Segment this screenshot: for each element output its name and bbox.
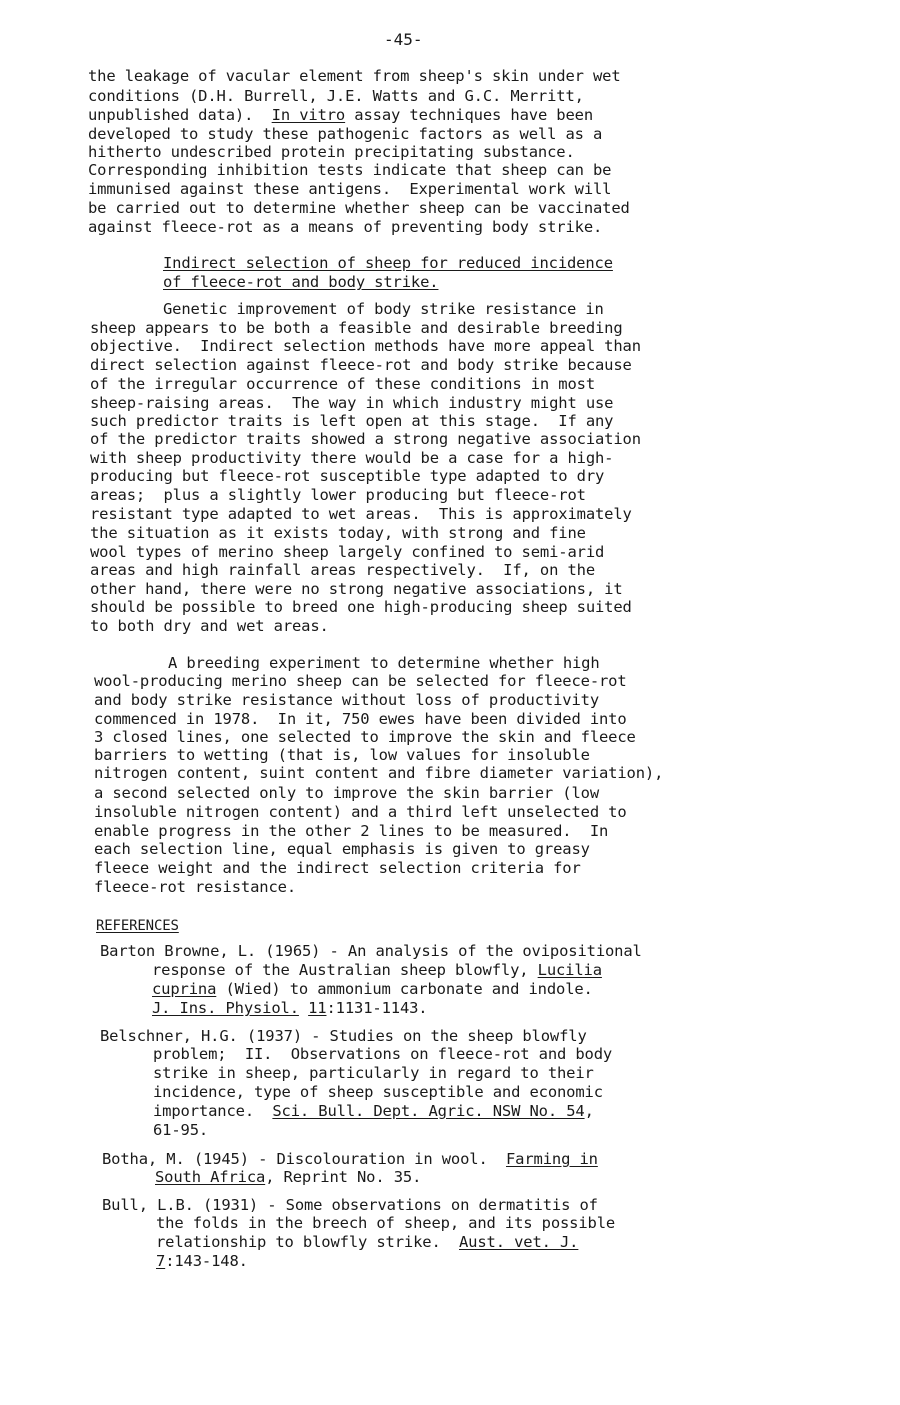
reference-line: the folds in the breech of sheep, and its possible <box>156 1214 616 1232</box>
reference-line: strike in sheep, particularly in regard to their <box>153 1064 594 1082</box>
reference-line <box>102 1150 598 1168</box>
text-line: to both dry and wet areas. <box>90 617 329 635</box>
reference-line <box>153 1102 594 1120</box>
text-line: areas; plus a slightly lower producing but fleece-rot <box>90 486 586 504</box>
page-number: -45- <box>384 30 423 49</box>
reference-line <box>155 1168 421 1186</box>
reference-line <box>152 980 593 998</box>
text-span: :143-148. <box>165 1252 248 1270</box>
reference-line: problem; II. Observations on fleece-rot and body <box>153 1045 613 1063</box>
reference-line <box>152 999 427 1017</box>
text-line: producing but fleece-rot susceptible type adapted to dry <box>90 467 605 485</box>
text-line: direct selection against fleece-rot and body strike because <box>90 356 632 374</box>
section-heading: of fleece-rot and body strike. <box>163 273 439 291</box>
italic-term: In vitro <box>271 106 346 124</box>
reference-line: Barton Browne, L. (1965) - An analysis of the ovipositional <box>100 942 642 960</box>
journal-name: Sci. Bull. Dept. Agric. NSW No. 54 <box>272 1102 585 1120</box>
text-span: relationship to blowfly strike. <box>156 1233 459 1251</box>
text-line <box>88 106 593 124</box>
reference-line: Bull, L.B. (1931) - Some observations on dermatitis of <box>102 1196 598 1214</box>
species-name: Lucilia <box>537 961 602 979</box>
text-line: such predictor traits is left open at this stage. If any <box>90 412 614 430</box>
volume-number: 7 <box>156 1252 166 1270</box>
journal-name: South Africa <box>155 1168 266 1186</box>
text-line: Corresponding inhibition tests indicate that sheep can be <box>88 161 612 179</box>
species-name: cuprina <box>152 980 217 998</box>
text-line: be carried out to determine whether sheep can be vaccinated <box>88 199 630 217</box>
text-line: Genetic improvement of body strike resistance in <box>163 300 604 318</box>
journal-name: Aust. vet. J. <box>459 1233 579 1251</box>
text-line: nitrogen content, suint content and fibre diameter variation), <box>94 764 664 782</box>
reference-line: 61-95. <box>153 1121 209 1139</box>
text-span: , <box>584 1102 594 1120</box>
text-line: objective. Indirect selection methods have more appeal than <box>90 337 641 355</box>
text-line: wool types of merino sheep largely confined to semi-arid <box>90 543 605 561</box>
text-line: 3 closed lines, one selected to improve the skin and fleece <box>94 728 636 746</box>
text-span <box>299 999 308 1017</box>
text-line: and body strike resistance without loss of productivity <box>94 691 599 709</box>
text-span: unpublished data). <box>88 106 254 124</box>
text-line: sheep appears to be both a feasible and desirable breeding <box>90 319 623 337</box>
section-heading: Indirect selection of sheep for reduced incidence <box>163 254 613 272</box>
text-line: A breeding experiment to determine whether high <box>168 654 600 672</box>
text-line: hitherto undescribed protein precipitating substance. <box>88 143 575 161</box>
text-line: conditions (D.H. Burrell, J.E. Watts and G.C. Merritt, <box>88 87 584 105</box>
text-line: developed to study these pathogenic factors as well as a <box>88 125 603 143</box>
text-line: each selection line, equal emphasis is given to greasy <box>94 840 590 858</box>
text-line: a second selected only to improve the skin barrier (low <box>94 784 599 802</box>
text-line: insoluble nitrogen content) and a third left unselected to <box>94 803 627 821</box>
text-span: (Wied) to ammonium carbonate and indole. <box>216 980 593 998</box>
text-span: :1131-1143. <box>326 999 428 1017</box>
text-line: commenced in 1978. In it, 750 ewes have been divided into <box>94 710 627 728</box>
text-span: , Reprint No. 35. <box>265 1168 422 1186</box>
text-line: should be possible to breed one high-producing sheep suited <box>90 598 632 616</box>
reference-line: Belschner, H.G. (1937) - Studies on the sheep blowfly <box>100 1027 587 1045</box>
text-line: areas and high rainfall areas respectively. If, on the <box>90 561 595 579</box>
text-line: with sheep productivity there would be a case for a high- <box>90 449 614 467</box>
text-line: of the predictor traits showed a strong negative association <box>90 430 641 448</box>
text-span: assay techniques have been <box>345 106 594 124</box>
text-line: the situation as it exists today, with strong and fine <box>90 524 586 542</box>
references-heading: REFERENCES <box>96 918 179 934</box>
reference-line <box>156 1233 578 1251</box>
text-line: immunised against these antigens. Experimental work will <box>88 180 612 198</box>
text-line: against fleece-rot as a means of preventing body strike. <box>88 218 603 236</box>
text-line: barriers to wetting (that is, low values for insoluble <box>94 746 590 764</box>
text-span: Botha, M. (1945) - Discolouration in wool. <box>102 1150 506 1168</box>
text-line: of the irregular occurrence of these conditions in most <box>90 375 595 393</box>
reference-line <box>156 1252 248 1270</box>
reference-line: incidence, type of sheep susceptible and economic <box>153 1083 603 1101</box>
reference-line <box>152 961 602 979</box>
text-line: wool-producing merino sheep can be selected for fleece-rot <box>94 672 627 690</box>
journal-name: J. Ins. Physiol. <box>152 999 299 1017</box>
text-span: importance. <box>153 1102 273 1120</box>
text-line: the leakage of vacular element from sheep's skin under wet <box>88 67 621 85</box>
journal-name: Farming in <box>506 1150 598 1168</box>
text-line: other hand, there were no strong negative associations, it <box>90 580 623 598</box>
text-line: resistant type adapted to wet areas. This is approximately <box>90 505 632 523</box>
volume-number: 11 <box>308 999 327 1017</box>
text-line: fleece-rot resistance. <box>94 878 296 896</box>
text-line: fleece weight and the indirect selection criteria for <box>94 859 581 877</box>
text-span: response of the Australian sheep blowfly, <box>152 961 538 979</box>
text-line: enable progress in the other 2 lines to be measured. In <box>94 822 609 840</box>
text-line: sheep-raising areas. The way in which industry might use <box>90 394 614 412</box>
